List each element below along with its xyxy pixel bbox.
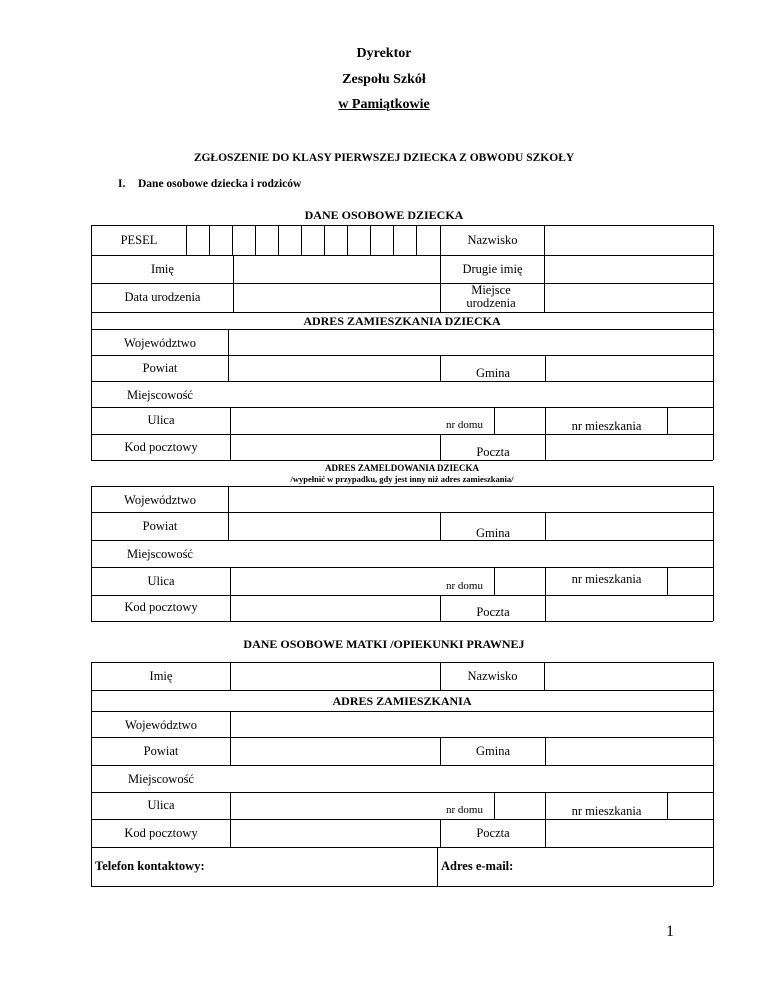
first-name-label: Imię [151,262,174,276]
a2-county-input[interactable] [229,513,440,540]
a2-voivodeship-input[interactable] [229,487,713,512]
form-title: ZGŁOSZENIE DO KLASY PIERWSZEJ DZIECKA Z OBWODU SZKOŁY [193,152,575,164]
a1-county-label: Powiat [142,361,178,375]
a1-house-number-input[interactable] [495,408,545,434]
birth-place-input[interactable] [545,284,713,312]
mother-email-label: Adres e-mail: [441,859,514,873]
a1-flat-number-label: nr mieszkania [571,419,642,433]
a1-commune-label: Gmina [475,366,511,380]
pesel-input[interactable] [187,226,440,255]
mother-flat-number-label: nr mieszkania [571,804,642,818]
a2-post-office-input[interactable] [546,596,713,621]
a2-house-number-label: nr domu [446,580,483,592]
a2-street-label: Ulica [147,574,175,588]
mother-street-input[interactable] [231,793,440,819]
registration-heading: ADRES ZAMELDOWANIA DZIECKA [324,463,480,473]
birth-place-label: Miejsce urodzenia [466,283,516,310]
surname-label: Nazwisko [467,233,518,247]
a2-postcode-input[interactable] [231,596,440,621]
a1-locality-input[interactable] [229,382,713,407]
pesel-label: PESEL [120,233,158,247]
mother-voivodeship-label: Województwo [125,718,197,732]
mother-surname-input[interactable] [545,663,713,690]
a2-commune-label: Gmina [475,526,511,540]
a1-street-label: Ulica [147,413,175,427]
a1-house-number-label: nr domu [446,419,483,431]
a1-flat-number-input[interactable] [668,408,713,434]
a1-postcode-label: Kod pocztowy [124,440,198,454]
a2-post-office-label: Poczta [476,605,510,619]
mother-county-label: Powiat [143,744,179,758]
mother-first-name-label: Imię [149,669,173,683]
mother-street-label: Ulica [147,798,175,812]
mother-first-name-input[interactable] [231,663,440,690]
mother-commune-label: Gmina [475,744,511,758]
mother-postcode-input[interactable] [231,820,440,847]
a1-county-input[interactable] [229,356,440,381]
mother-county-input[interactable] [231,738,440,765]
mother-address-heading: ADRES ZAMIESZKANIA [332,694,472,708]
a2-flat-number-input[interactable] [668,568,713,595]
a2-postcode-label: Kod pocztowy [124,600,198,614]
mother-locality-input[interactable] [231,766,713,792]
child-heading: DANE OSOBOWE DZIECKA [304,208,464,222]
surname-input[interactable] [545,226,713,255]
mother-postcode-label: Kod pocztowy [124,826,198,840]
mother-voivodeship-input[interactable] [231,712,713,737]
mother-post-office-input[interactable] [546,820,713,847]
second-name-label: Drugie imię [462,262,523,276]
mother-house-number-input[interactable] [495,793,545,819]
section-title: Dane osobowe dziecka i rodziców [138,178,302,190]
a2-commune-input[interactable] [546,513,713,540]
first-name-input[interactable] [234,256,440,283]
mother-house-number-label: nr domu [446,804,483,816]
a1-voivodeship-input[interactable] [229,330,713,355]
a1-post-office-label: Poczta [476,445,510,459]
second-name-input[interactable] [545,256,713,283]
a2-street-input[interactable] [231,568,440,595]
a1-locality-label: Miejscowość [127,388,193,402]
a1-postcode-input[interactable] [231,435,440,460]
birth-date-input[interactable] [234,284,440,312]
mother-surname-label: Nazwisko [467,669,518,683]
a2-voivodeship-label: Województwo [124,493,196,507]
page-number: 1 [666,923,674,940]
a1-voivodeship-label: Województwo [124,336,196,350]
a1-post-office-input[interactable] [546,435,713,460]
recipient-title: Dyrektor [356,46,412,61]
mother-phone-input[interactable] [92,848,437,886]
mother-flat-number-input[interactable] [668,793,713,819]
mother-commune-input[interactable] [546,738,713,765]
registration-note: /wypełnić w przypadku, gdy jest inny niż adres zamieszkania/ [290,474,514,484]
mother-heading: DANE OSOBOWE MATKI /OPIEKUNKI PRAWNEJ [243,637,525,651]
a1-commune-input[interactable] [546,356,713,381]
a1-street-input[interactable] [231,408,440,434]
section-number: I. [118,178,126,190]
a2-locality-input[interactable] [229,541,713,567]
a2-house-number-input[interactable] [495,568,545,595]
a2-locality-label: Miejscowość [127,547,193,561]
a2-flat-number-label: nr mieszkania [571,572,642,586]
mother-phone-label: Telefon kontaktowy: [95,859,205,873]
residence-heading: ADRES ZAMIESZKANIA DZIECKA [303,314,501,328]
mother-email-input[interactable] [438,848,713,886]
mother-locality-label: Miejscowość [128,772,194,786]
birth-date-label: Data urodzenia [124,290,201,304]
recipient-school: Zespołu Szkół [342,72,426,87]
a2-county-label: Powiat [142,519,178,533]
recipient-location: w Pamiątkowie [338,97,430,112]
mother-post-office-label: Poczta [476,826,510,840]
